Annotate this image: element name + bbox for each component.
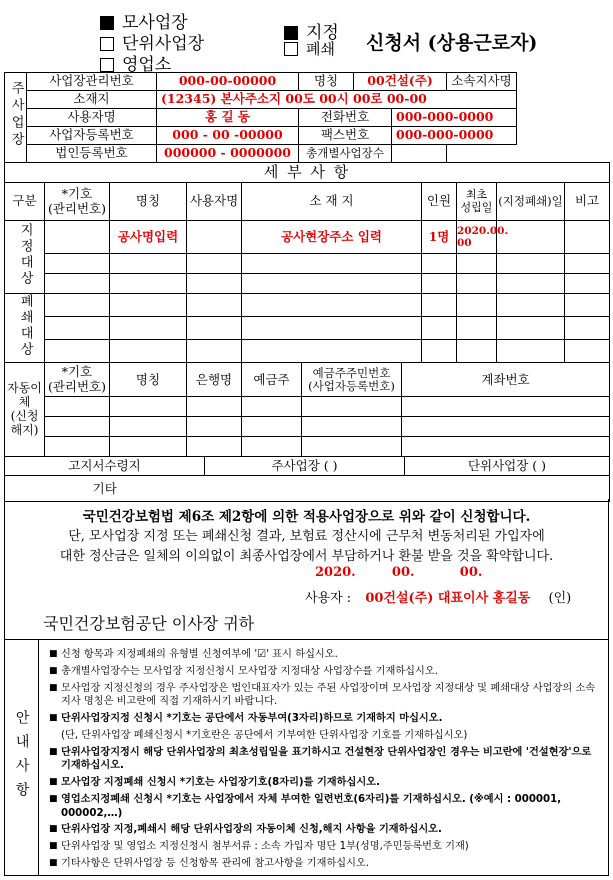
mgmt-no-value[interactable]: 000-00-00000 — [157, 73, 299, 91]
application-form — [4, 4, 609, 876]
check-label: 영업소 — [122, 55, 172, 75]
corp-reg-value[interactable]: 000000 - 0000000 — [157, 145, 299, 163]
total-sites-label: 총개별사업장수 — [299, 145, 392, 163]
declaration-date[interactable]: 2020. 00. 00. — [315, 565, 483, 580]
guide-label: 안내사항 — [5, 640, 39, 875]
applicant-label: 사용자 : — [305, 591, 352, 606]
biz-reg-label: 사업자등록번호 — [27, 127, 157, 145]
guide-item: (단, 단위사업장 폐쇄신청시 *기호란은 공단에서 기부여한 단위사업장 기호를 기재하십시오) — [61, 729, 468, 741]
check-label: 단위사업장 — [122, 34, 205, 54]
fax-label: 팩스번호 — [299, 127, 392, 145]
guide-item: ■ 총개별사업장수는 모사업장 지정신청시 모사업장 지정대상 사업장수를 기재하십시오. — [49, 665, 602, 679]
cell[interactable] — [187, 221, 242, 254]
check-label: 지정 — [306, 23, 339, 43]
name-value[interactable]: 00건설(주) — [354, 73, 447, 91]
check-close[interactable] — [284, 38, 335, 59]
checkbox-icon[interactable] — [100, 16, 114, 30]
main-office-table — [4, 72, 610, 163]
checkbox-icon[interactable] — [100, 58, 114, 72]
col-header: 명칭 — [110, 183, 187, 221]
col-header: 은행명 — [187, 363, 242, 397]
total-sites-value[interactable] — [392, 145, 447, 163]
col-header: *기호 (관리번호) — [45, 363, 110, 397]
main-office-label: 주사업장 — [5, 73, 27, 163]
details-header-row — [5, 183, 610, 221]
phone-label: 전화번호 — [299, 109, 392, 127]
branch-label: 소속지사명 — [447, 73, 517, 91]
guide-section — [4, 639, 609, 876]
checkbox-icon[interactable] — [284, 42, 298, 56]
address-value[interactable]: (12345) 본사주소지 00도 00시 00로 00-00 — [157, 91, 517, 109]
address-empty — [517, 91, 610, 109]
fax-empty — [517, 127, 610, 145]
check-sales-office[interactable] — [100, 50, 171, 75]
cell[interactable] — [565, 221, 610, 254]
biz-reg-value[interactable]: 000 - 00 -00000 — [157, 127, 299, 145]
details-table — [4, 162, 610, 363]
col-header: 예금주주민번호 (사업자등록번호) — [302, 363, 402, 397]
designated-people[interactable]: 1명 — [422, 221, 457, 254]
notice-table — [4, 456, 610, 476]
closed-label: 폐쇄대상 — [5, 294, 45, 363]
col-header: 명칭 — [110, 363, 187, 397]
col-header: 인원 — [422, 183, 457, 221]
user-value[interactable]: 홍 길 동 — [157, 109, 299, 127]
seal-label: (인) — [548, 591, 572, 606]
applicant-value[interactable]: 00건설(주) 대표이사 홍길동 — [365, 591, 531, 606]
mgmt-no-label: 사업장관리번호 — [27, 73, 157, 91]
guide-list — [49, 648, 602, 874]
cell[interactable] — [45, 221, 110, 254]
col-header: 비고 — [565, 183, 610, 221]
addressee: 국민건강보험공단 이사장 귀하 — [43, 614, 255, 633]
guide-item: ■ 단위사업장 및 영업소 지정신청시 첨부서류 : 소속 가입자 명단 1부(성명,주민등록번호 기재) — [49, 840, 602, 854]
guide-item: ■ 기타사항은 단위사업장 등 신청항목 관리에 참고사항을 기재하십시오. — [49, 857, 602, 871]
checkbox-icon[interactable] — [100, 37, 114, 51]
total-sites-empty — [447, 145, 610, 163]
other-label: 기타 — [5, 476, 205, 502]
guide-item: ■ 단위사업장지정 신청시 *기호는 공단에서 자동부여(3자리)하므로 기재하지 마십시오. — [49, 712, 602, 726]
applicant-row — [305, 587, 571, 606]
col-header: 예금주 — [242, 363, 302, 397]
corp-reg-label: 법인등록번호 — [27, 145, 157, 163]
col-header: (지정폐쇄)일 — [497, 183, 565, 221]
designated-date[interactable]: 2020.00. 00 — [457, 221, 497, 254]
guide-item: ■ 모사업장 지정신청의 경우 주사업장은 법인대표자가 있는 주된 사업장이며 모사업장 지정대상 및 폐쇄대상 사업장의 소속지사 명칭은 비고란에 직접 기재하시기 바랍니다. — [49, 682, 602, 710]
fax-value[interactable]: 000-000-0000 — [392, 127, 517, 145]
declaration — [4, 499, 609, 639]
col-header: 최초 성립일 — [457, 183, 497, 221]
phone-empty — [517, 109, 610, 127]
col-header: 구분 — [5, 183, 45, 221]
autopay-label: 자동이체 (신청 해지) — [5, 363, 45, 457]
user-label: 사용자명 — [27, 109, 157, 127]
guide-item: ■ 단위사업장지정시 해당 단위사업장의 최초성립일을 표기하시고 건설현장 단위사업장인 경우는 비고란에 '건설현장'으로 기재하십시오. — [49, 746, 602, 774]
notice-main[interactable]: 주사업장 ( ) — [205, 457, 405, 476]
form-title: 신청서 (상용근로자) — [366, 32, 538, 54]
notice-unit[interactable]: 단위사업장 ( ) — [405, 457, 610, 476]
other-value[interactable] — [205, 476, 610, 502]
notice-label: 고지서수령지 — [5, 457, 205, 476]
guide-item: ■ 영업소지정폐쇄 신청시 *기호는 사업장에서 자체 부여한 일련번호(6자리)를 기재하십시오. (※예시 : 000001, 000002,…) — [49, 793, 602, 821]
phone-value[interactable]: 000-000-0000 — [392, 109, 517, 127]
check-label: 모사업장 — [122, 13, 188, 33]
name-label: 명칭 — [299, 73, 354, 91]
branch-empty — [517, 73, 610, 91]
designated-address[interactable]: 공사현장주소 입력 — [242, 221, 422, 254]
declaration-line3: 대한 정산금은 일체의 이의없이 최종사업장에서 부담하거나 환불 받을 것을 확약합니다. — [59, 549, 554, 564]
designated-label: 지정대상 — [5, 221, 45, 294]
form-header — [4, 4, 609, 75]
col-header: *기호 (관리번호) — [45, 183, 110, 221]
address-label: 소재지 — [27, 91, 157, 109]
check-label: 폐쇄 — [306, 40, 335, 58]
guide-item: ■ 단위사업장 지정,폐쇄시 해당 단위사업장의 자동이체 신청,해지 사항을 기재하십시오. — [49, 823, 602, 837]
guide-item: ■ 모사업장 지정폐쇄 신청시 *기호는 사업장기호(8자리)를 기재하십시오. — [49, 776, 602, 790]
guide-item: ■ 신청 항목과 지정폐쇄의 유형별 신청여부에 '☑' 표시 하십시오. — [49, 648, 602, 662]
col-header: 계좌번호 — [402, 363, 610, 397]
autopay-table — [4, 362, 610, 457]
col-header: 사용자명 — [187, 183, 242, 221]
declaration-line1: 국민건강보험법 제6조 제2항에 의한 적용사업장으로 위와 같이 신청합니다. — [82, 509, 531, 525]
designated-name[interactable]: 공사명입력 — [110, 221, 187, 254]
declaration-line2: 단, 모사업장 지정 또는 폐쇄신청 결과, 보험료 정산시에 근무처 변동처리된 가입자에 — [68, 529, 545, 544]
col-header: 소 재 지 — [242, 183, 422, 221]
details-title: 세 부 사 항 — [5, 163, 610, 183]
